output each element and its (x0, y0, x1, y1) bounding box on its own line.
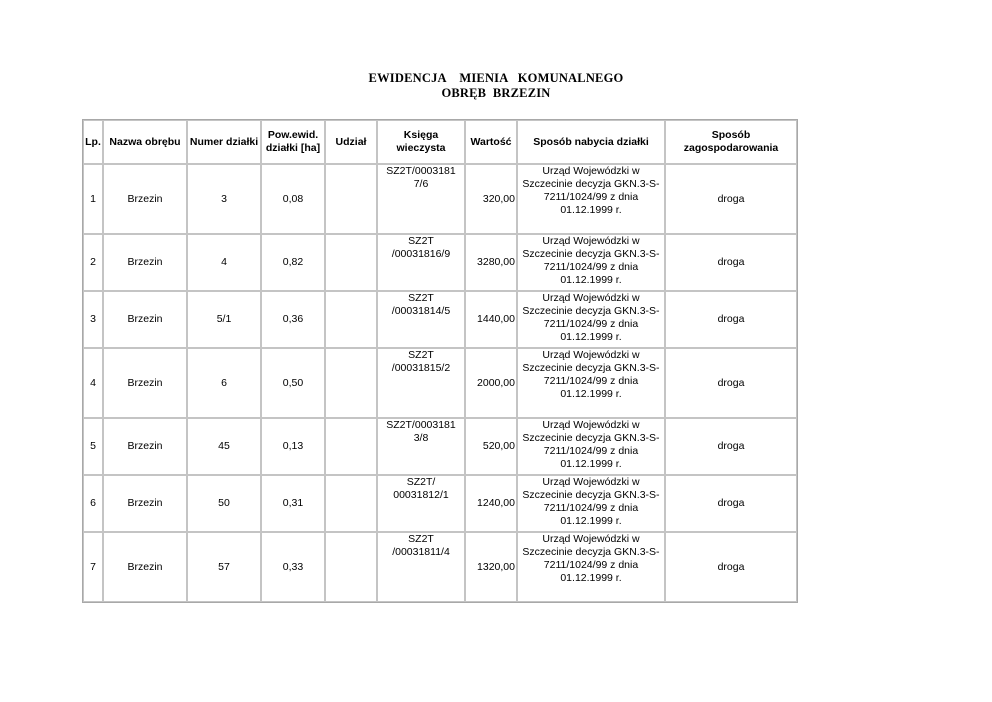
cell-udzial (325, 418, 377, 475)
cell-wartosc: 2000,00 (465, 348, 517, 418)
property-register-table (82, 119, 798, 603)
cell-lp: 1 (83, 164, 103, 234)
table-row (83, 475, 797, 532)
cell-wartosc: 3280,00 (465, 234, 517, 291)
cell-nabycie: Urząd Wojewódzki w Szczecinie decyzja GKN.3-S-7211/1024/99 z dnia 01.12.1999 r. (517, 234, 665, 291)
cell-nabycie: Urząd Wojewódzki w Szczecinie decyzja GKN.3-S-7211/1024/99 z dnia 01.12.1999 r. (517, 164, 665, 234)
cell-udzial (325, 164, 377, 234)
header-numer-dzialki: Numer działki (187, 120, 261, 164)
cell-wartosc: 520,00 (465, 418, 517, 475)
cell-wartosc: 320,00 (465, 164, 517, 234)
cell-lp: 4 (83, 348, 103, 418)
cell-nazwa: Brzezin (103, 164, 187, 234)
cell-ksiega: SZ2T /00031816/9 (377, 234, 465, 291)
cell-ksiega: SZ2T /00031815/2 (377, 348, 465, 418)
cell-wartosc: 1240,00 (465, 475, 517, 532)
cell-nabycie: Urząd Wojewódzki w Szczecinie decyzja GKN.3-S-7211/1024/99 z dnia 01.12.1999 r. (517, 475, 665, 532)
header-wartosc: Wartość (465, 120, 517, 164)
cell-ksiega: SZ2T /00031811/4 (377, 532, 465, 602)
cell-pow: 0,08 (261, 164, 325, 234)
cell-ksiega: SZ2T/ 00031812/1 (377, 475, 465, 532)
header-sposob-zagospodarowania: Sposób zagospodarowania (665, 120, 797, 164)
cell-numer: 45 (187, 418, 261, 475)
cell-pow: 0,33 (261, 532, 325, 602)
cell-nazwa: Brzezin (103, 418, 187, 475)
table-row (83, 532, 797, 602)
cell-nabycie: Urząd Wojewódzki w Szczecinie decyzja GKN.3-S-7211/1024/99 z dnia 01.12.1999 r. (517, 348, 665, 418)
header-powierzchnia: Pow.ewid. działki [ha] (261, 120, 325, 164)
cell-nazwa: Brzezin (103, 475, 187, 532)
cell-nazwa: Brzezin (103, 532, 187, 602)
cell-zagosp: droga (665, 475, 797, 532)
cell-numer: 5/1 (187, 291, 261, 348)
cell-zagosp: droga (665, 348, 797, 418)
table-row (83, 164, 797, 234)
cell-pow: 0,82 (261, 234, 325, 291)
cell-zagosp: droga (665, 291, 797, 348)
cell-wartosc: 1440,00 (465, 291, 517, 348)
table-row (83, 234, 797, 291)
cell-numer: 3 (187, 164, 261, 234)
table-row (83, 418, 797, 475)
cell-zagosp: droga (665, 164, 797, 234)
cell-nazwa: Brzezin (103, 291, 187, 348)
cell-lp: 5 (83, 418, 103, 475)
header-udzial: Udział (325, 120, 377, 164)
cell-udzial (325, 291, 377, 348)
cell-pow: 0,13 (261, 418, 325, 475)
cell-lp: 2 (83, 234, 103, 291)
header-sposob-nabycia: Sposób nabycia działki (517, 120, 665, 164)
cell-udzial (325, 234, 377, 291)
header-ksiega-wieczysta: Księga wieczysta (377, 120, 465, 164)
cell-pow: 0,31 (261, 475, 325, 532)
cell-udzial (325, 475, 377, 532)
document-subtitle: OBRĘB BRZEZIN (441, 86, 551, 100)
cell-zagosp: droga (665, 234, 797, 291)
cell-ksiega: SZ2T/0003181 3/8 (377, 418, 465, 475)
cell-nabycie: Urząd Wojewódzki w Szczecinie decyzja GKN.3-S-7211/1024/99 z dnia 01.12.1999 r. (517, 418, 665, 475)
cell-nabycie: Urząd Wojewódzki w Szczecinie decyzja GKN.3-S-7211/1024/99 z dnia 01.12.1999 r. (517, 532, 665, 602)
table-row (83, 348, 797, 418)
cell-nazwa: Brzezin (103, 234, 187, 291)
cell-zagosp: droga (665, 532, 797, 602)
cell-udzial (325, 348, 377, 418)
cell-ksiega: SZ2T/0003181 7/6 (377, 164, 465, 234)
header-lp: Lp. (83, 120, 103, 164)
cell-nabycie: Urząd Wojewódzki w Szczecinie decyzja GKN.3-S-7211/1024/99 z dnia 01.12.1999 r. (517, 291, 665, 348)
cell-zagosp: droga (665, 418, 797, 475)
header-nazwa-obrebu: Nazwa obrębu (103, 120, 187, 164)
cell-udzial (325, 532, 377, 602)
cell-wartosc: 1320,00 (465, 532, 517, 602)
cell-lp: 3 (83, 291, 103, 348)
cell-numer: 57 (187, 532, 261, 602)
cell-lp: 7 (83, 532, 103, 602)
cell-numer: 6 (187, 348, 261, 418)
cell-pow: 0,36 (261, 291, 325, 348)
document-title: EWIDENCJA MIENIA KOMUNALNEGO (368, 71, 624, 85)
table-row (83, 291, 797, 348)
cell-numer: 50 (187, 475, 261, 532)
cell-numer: 4 (187, 234, 261, 291)
cell-nazwa: Brzezin (103, 348, 187, 418)
cell-pow: 0,50 (261, 348, 325, 418)
table-header-row (83, 120, 797, 164)
cell-ksiega: SZ2T /00031814/5 (377, 291, 465, 348)
cell-lp: 6 (83, 475, 103, 532)
